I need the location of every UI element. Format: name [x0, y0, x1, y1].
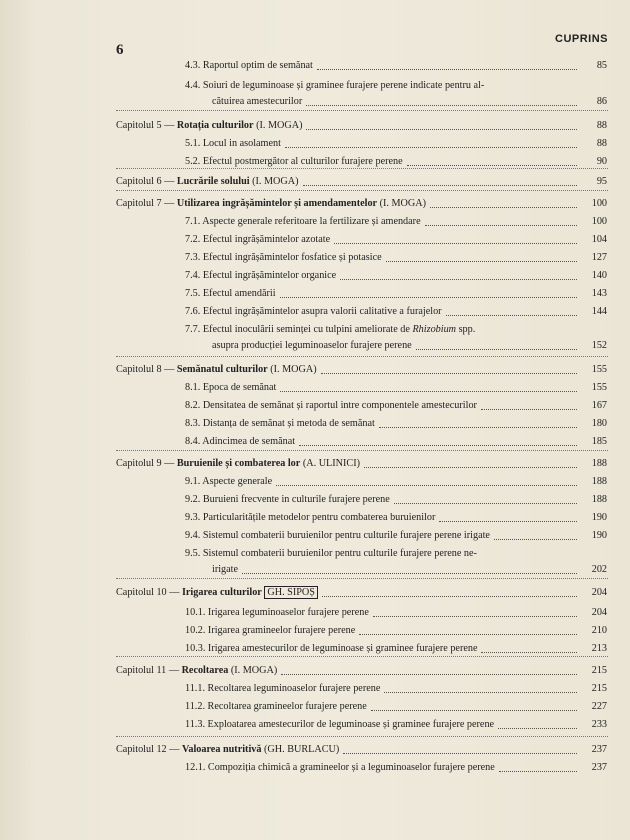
toc-section-row	[0, 546, 630, 561]
toc-entry-text	[185, 250, 382, 265]
toc-entry-text	[185, 681, 380, 696]
page-ref: 190	[591, 530, 607, 541]
dot-leader	[481, 652, 577, 653]
toc-entry-text	[185, 605, 369, 620]
section-label: 9.3. Particularitățile metodelor pentru combaterea buruienilor	[185, 512, 436, 523]
page-ref: 85	[596, 60, 607, 71]
page-ref: 155	[591, 382, 607, 393]
toc-entry-text	[185, 268, 336, 283]
chapter-author: GH. SIPOȘ	[264, 586, 318, 599]
dot-leader	[317, 69, 577, 70]
dot-leader	[386, 261, 577, 262]
section-label: 9.1. Aspecte generale	[185, 476, 273, 487]
dot-leader	[280, 297, 577, 298]
toc-section-row	[0, 322, 630, 337]
chapter-label: Capitolul 6 —	[116, 176, 177, 187]
toc-section-row	[0, 605, 630, 620]
section-label: 10.3. Irigarea amestecurilor de leguminoase și graminee furajere perene	[185, 643, 478, 654]
separator-rule	[116, 168, 608, 169]
toc-chapter-row	[0, 456, 630, 471]
chapter-author: (A. ULINICI)	[302, 458, 361, 469]
separator-rule	[116, 110, 608, 111]
dot-leader	[371, 710, 577, 711]
dot-leader	[494, 539, 577, 540]
chapter-title: Valoarea nutritivă	[181, 744, 262, 755]
page-ref: 215	[591, 665, 607, 676]
dot-leader	[359, 634, 577, 635]
toc-section-row	[0, 528, 630, 543]
section-label: 8.1. Epoca de semănat	[185, 382, 277, 393]
toc-chapter-row	[0, 196, 630, 211]
dot-leader	[498, 728, 577, 729]
toc-entry-text	[212, 338, 412, 353]
dot-leader	[299, 445, 577, 446]
page-ref: 100	[591, 216, 607, 227]
page-ref: 155	[591, 364, 607, 375]
chapter-author: (I. MOGA)	[379, 198, 427, 209]
chapter-label: Capitolul 7 —	[116, 198, 177, 209]
chapter-title: Lucrările solului	[176, 176, 250, 187]
section-label: 9.5. Sistemul combaterii buruienilor pentru culturile furajere perene ne-	[185, 548, 477, 559]
toc-section-row	[0, 398, 630, 413]
toc-entry-text	[185, 286, 276, 301]
toc-entry-text	[185, 546, 477, 561]
section-label: 12.1. Compoziția chimică a gramineelor și a leguminoaselor furajere perene	[185, 762, 495, 773]
toc-section-row	[0, 510, 630, 525]
dot-leader	[334, 243, 577, 244]
toc-entry-text	[185, 58, 313, 73]
page-ref: 188	[591, 494, 607, 505]
page-ref: 90	[596, 156, 607, 167]
chapter-label: Capitolul 11 —	[116, 665, 182, 676]
dot-leader	[343, 753, 577, 754]
toc-entry-text	[116, 456, 360, 471]
dot-leader	[407, 165, 577, 166]
toc-entry-text	[185, 78, 484, 93]
page-ref: 202	[591, 564, 607, 575]
toc-section-row	[0, 268, 630, 283]
toc-entry-text	[185, 304, 442, 319]
dot-leader	[416, 349, 577, 350]
toc-section-row	[0, 232, 630, 247]
toc-section-row	[0, 434, 630, 449]
chapter-author: (I. MOGA)	[270, 364, 317, 375]
dot-leader	[322, 596, 577, 597]
dot-leader	[306, 129, 577, 130]
section-label: 9.4. Sistemul combaterii buruienilor pentru culturile furajere perene irigate	[185, 530, 490, 541]
page-ref: 86	[596, 96, 607, 107]
toc-section-row	[0, 699, 630, 714]
page-ref: 144	[591, 306, 607, 317]
page-ref: 152	[591, 340, 607, 351]
section-label: 7.3. Efectul ingrășămintelor fosfatice și potasice	[185, 252, 382, 263]
dot-leader	[242, 573, 577, 574]
page-ref: 180	[591, 418, 607, 429]
dot-leader	[364, 467, 577, 468]
separator-rule	[116, 736, 608, 737]
dot-leader	[430, 207, 577, 208]
toc-entry-text	[185, 398, 477, 413]
toc-entry-text	[116, 196, 426, 211]
toc-section-row	[0, 717, 630, 732]
section-label: 8.3. Distanța de semănat și metoda de semănat	[185, 418, 375, 429]
toc-entry-text	[185, 760, 495, 775]
toc-entry-text	[185, 510, 435, 525]
toc-entry-text	[212, 562, 238, 577]
section-label: 11.2. Recoltarea gramineelor furajere perene	[185, 701, 367, 712]
section-label: 4.3. Raportul optim de semănat	[185, 60, 313, 71]
chapter-label: Capitolul 8 —	[116, 364, 177, 375]
separator-rule	[116, 578, 608, 579]
page-ref: 237	[591, 744, 607, 755]
toc-entry-text	[185, 623, 355, 638]
toc-section-row	[0, 562, 630, 577]
section-label: 7.5. Efectul amendării	[185, 288, 276, 299]
toc-entry-text	[116, 118, 302, 133]
page-ref: 227	[591, 701, 607, 712]
page-ref: 140	[591, 270, 607, 281]
section-label: 10.2. Irigarea gramineelor furajere perene	[185, 625, 356, 636]
section-label: 4.4. Soiuri de leguminoase și graminee furajere perene indicate pentru al-	[185, 80, 485, 91]
section-label: asupra producției leguminoaselor furajere perene	[212, 340, 412, 351]
dot-leader	[384, 692, 577, 693]
toc-section-row	[0, 78, 630, 93]
dot-leader	[285, 147, 577, 148]
section-label: cătuirea amestecurilor	[212, 96, 303, 107]
page-ref: 188	[591, 458, 607, 469]
separator-rule	[116, 356, 608, 357]
page-ref: 204	[591, 587, 607, 598]
page-ref: 190	[591, 512, 607, 523]
page-number: 6	[116, 42, 124, 58]
dot-leader	[394, 503, 577, 504]
page-ref: 215	[591, 683, 607, 694]
dot-leader	[446, 315, 577, 316]
toc-section-row	[0, 94, 630, 109]
toc-entry-text	[116, 742, 339, 757]
page-ref: 95	[596, 176, 607, 187]
toc-entry-text	[116, 362, 317, 377]
section-label-rest: spp.	[458, 324, 476, 335]
dot-leader	[281, 674, 577, 675]
section-label: 7.1. Aspecte generale referitoare la fertilizare și amendare	[185, 216, 421, 227]
page-ref: 100	[591, 198, 607, 209]
toc-entry-text	[185, 474, 272, 489]
page-ref: 210	[591, 625, 607, 636]
dot-leader	[481, 409, 577, 410]
dot-leader	[499, 771, 577, 772]
section-label: 7.4. Efectul ingrășămintelor organice	[185, 270, 337, 281]
separator-rule	[116, 656, 608, 657]
toc-section-row	[0, 623, 630, 638]
dot-leader	[439, 521, 577, 522]
toc-section-row	[0, 681, 630, 696]
page-ref: 104	[591, 234, 607, 245]
toc-section-row	[0, 58, 630, 73]
italic-term: Rhizobium	[409, 324, 459, 335]
toc-entry-text	[185, 717, 494, 732]
toc-section-row	[0, 492, 630, 507]
chapter-author: (I. MOGA)	[256, 120, 303, 131]
toc-section-row	[0, 338, 630, 353]
toc-chapter-row	[0, 585, 630, 600]
chapter-author: (GH. BURLACU)	[264, 744, 340, 755]
page-ref: 88	[596, 120, 607, 131]
toc-section-row	[0, 474, 630, 489]
separator-rule	[116, 450, 608, 451]
toc-entry-text	[185, 214, 421, 229]
page-ref: 233	[591, 719, 607, 730]
section-label: 8.4. Adincimea de semănat	[185, 436, 296, 447]
chapter-title: Buruienile și combaterea lor	[176, 458, 301, 469]
toc-entry-text	[185, 528, 490, 543]
toc-entry-text	[116, 585, 318, 600]
dot-leader	[306, 105, 577, 106]
running-title: CUPRINS	[555, 33, 609, 45]
chapter-label: Capitolul 10 —	[116, 587, 182, 598]
toc-entry-text	[185, 641, 477, 656]
section-label: 11.3. Exploatarea amestecurilor de leguminoase și graminee furajere perene	[185, 719, 495, 730]
section-label: 11.1. Recoltarea leguminoaselor furajere perene	[185, 683, 381, 694]
section-label: 7.7. Efectul inoculării seminței cu tulpini ameliorate de	[185, 324, 410, 335]
page-ref: 88	[596, 138, 607, 149]
chapter-title: Recoltarea	[181, 665, 229, 676]
page-ref: 185	[591, 436, 607, 447]
page-ref: 167	[591, 400, 607, 411]
toc-entry-text	[185, 136, 281, 151]
dot-leader	[373, 616, 577, 617]
toc-entry-text	[185, 434, 295, 449]
toc-section-row	[0, 286, 630, 301]
chapter-title: Rotația culturilor	[176, 120, 254, 131]
chapter-author: (I. MOGA)	[252, 176, 299, 187]
section-label: 5.1. Locul in asolament	[185, 138, 281, 149]
section-label: 9.2. Buruieni frecvente in culturile furajere perene	[185, 494, 390, 505]
chapter-title: Irigarea culturilor	[181, 587, 262, 598]
page-ref: 143	[591, 288, 607, 299]
toc-entry-text	[185, 699, 367, 714]
section-label: irigate	[212, 564, 239, 575]
toc-section-row	[0, 304, 630, 319]
page-ref: 127	[591, 252, 607, 263]
toc-chapter-row	[0, 362, 630, 377]
toc-entry-text	[116, 663, 277, 678]
toc-entry-text	[185, 380, 276, 395]
toc-entry-text	[185, 416, 375, 431]
section-label: 5.2. Efectul postmergător al culturilor furajere perene	[185, 156, 403, 167]
chapter-title: Semănatul culturilor	[176, 364, 268, 375]
toc-chapter-row	[0, 663, 630, 678]
toc-section-row	[0, 380, 630, 395]
toc-entry-text	[185, 322, 475, 337]
toc-section-row	[0, 214, 630, 229]
toc-entry-text	[185, 492, 390, 507]
toc-chapter-row	[0, 742, 630, 757]
chapter-author: (I. MOGA)	[230, 665, 278, 676]
chapter-title: Utilizarea ingrășămintelor și amendamentelor	[176, 198, 378, 209]
page-ref: 188	[591, 476, 607, 487]
toc-section-row	[0, 641, 630, 656]
toc-chapter-row	[0, 118, 630, 133]
dot-leader	[303, 185, 577, 186]
separator-rule	[116, 190, 608, 191]
page-ref: 237	[591, 762, 607, 773]
toc-chapter-row	[0, 174, 630, 189]
toc-entry-text	[185, 154, 403, 169]
dot-leader	[280, 391, 577, 392]
toc-entry-text	[116, 174, 299, 189]
chapter-label: Capitolul 9 —	[116, 458, 177, 469]
toc-entry-text	[185, 232, 330, 247]
toc-section-row	[0, 250, 630, 265]
toc-section-row	[0, 416, 630, 431]
dot-leader	[321, 373, 577, 374]
section-label: 8.2. Densitatea de semănat și raportul intre componentele amestecurilor	[185, 400, 477, 411]
toc-entry-text	[212, 94, 302, 109]
toc-section-row	[0, 154, 630, 169]
dot-leader	[379, 427, 577, 428]
dot-leader	[425, 225, 577, 226]
toc-section-row	[0, 760, 630, 775]
page-ref: 204	[591, 607, 607, 618]
toc-section-row	[0, 136, 630, 151]
section-label: 7.6. Efectul ingrășămintelor asupra valorii calitative a furajelor	[185, 306, 442, 317]
section-label: 10.1. Irigarea leguminoaselor furajere perene	[185, 607, 369, 618]
page-ref: 213	[591, 643, 607, 654]
chapter-label: Capitolul 12 —	[116, 744, 182, 755]
dot-leader	[340, 279, 577, 280]
section-label: 7.2. Efectul ingrășămintelor azotate	[185, 234, 331, 245]
chapter-label: Capitolul 5 —	[116, 120, 177, 131]
dot-leader	[276, 485, 577, 486]
